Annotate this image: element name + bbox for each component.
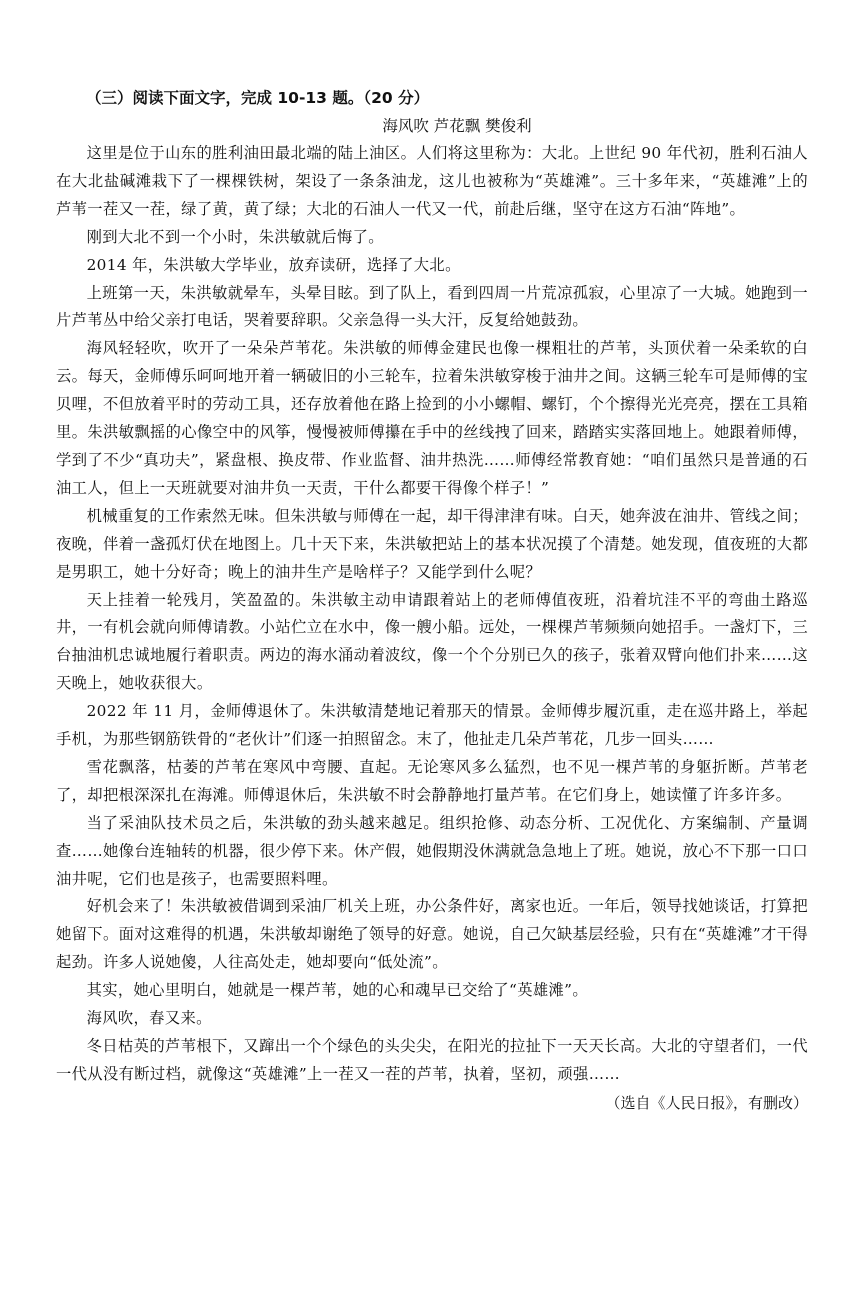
paragraph: 刚到大北不到一个小时，朱洪敏就后悔了。 xyxy=(86,227,384,246)
paragraph: 天上挂着一轮残月，笑盈盈的。朱洪敏主动申请跟着站上的老师傅值夜班，沿着坑洼不平的弯曲土路巡井，一有机会就向师傅请教。小站伫立在水中，像一艘小船。远处，一棵棵芦苇频频向她招手。一盏灯下，三台抽油机忠诚地履行着职责。两边的海水涌动着波纹，像一个个分别已久的孩子，张着双臂向他们扑来……这天晚上，她收获很大。 xyxy=(56,590,808,693)
paragraph: 海风吹，春又来。 xyxy=(86,1009,212,1028)
section-heading: （三）阅读下面文字，完成 10-13 题。（20 分） xyxy=(86,89,430,107)
article-body xyxy=(56,140,808,1089)
paragraph: 2014 年，朱洪敏大学毕业，放弃读研，选择了大北。 xyxy=(86,255,461,274)
paragraph: 其实，她心里明白，她就是一棵芦苇，她的心和魂早已交给了“英雄滩”。 xyxy=(86,981,588,1000)
paragraph: 当了采油队技术员之后，朱洪敏的劲头越来越足。组织抢修、动态分析、工况优化、方案编制、产量调查……她像台连轴转的机器，很少停下来。休产假，她假期没休满就急急地上了班。她说，放心不下那一口口油井呢，它们也是孩子，也需要照料哩。 xyxy=(56,813,808,888)
paragraph: 上班第一天，朱洪敏就晕车，头晕目眩。到了队上，看到四周一片荒凉孤寂，心里凉了一大城。她跑到一片芦苇丛中给父亲打电话，哭着要辞职。父亲急得一头大汗，反复给她鼓劲。 xyxy=(56,283,808,330)
paragraph: 冬日枯英的芦苇根下，又蹿出一个个绿色的头尖尖，在阳光的拉扯下一天天长高。大北的守望者们，一代一代从没有断过档，就像这“英雄滩”上一茬又一茬的芦苇，执着，坚初，顽强…… xyxy=(56,1037,808,1083)
paragraph: 雪花飘落，枯萎的芦苇在寒风中弯腰、直起。无论寒风多么猛烈，也不见一棵芦苇的身躯折断。芦苇老了，却把根深深扎在海滩。师傅退休后，朱洪敏不时会静静地打量芦苇。在它们身上，她读懂了许多许多。 xyxy=(56,757,808,804)
paragraph: 2022 年 11 月，金师傅退休了。朱洪敏清楚地记着那天的情景。金师傅步履沉重，走在巡井路上，举起手机，为那些钢筋铁骨的“老伙计”们逐一拍照留念。末了，他扯走几朵芦苇花，几步一回头…… xyxy=(56,702,808,749)
paragraph: 好机会来了！朱洪敏被借调到采油厂机关上班，办公条件好，离家也近。一年后，领导找她谈话，打算把她留下。面对这难得的机遇，朱洪敏却谢绝了领导的好意。她说，自己欠缺基层经验，只有在“英雄滩”才干得起劲。许多人说她傻，人往高处走，她却要向“低处流”。 xyxy=(56,897,808,972)
paragraph: 机械重复的工作索然无味。但朱洪敏与师傅在一起，却干得津津有味。白天，她奔波在油井、管线之间；夜晚，伴着一盏孤灯伏在地图上。几十天下来，朱洪敏把站上的基本状况摸了个清楚。她发现，值夜班的大都是男职工，她十分好奇；晚上的油井生产是啥样子？又能学到什么呢？ xyxy=(56,506,808,581)
document-page xyxy=(56,84,808,1117)
paragraph: 海风轻轻吹，吹开了一朵朵芦苇花。朱洪敏的师傅金建民也像一棵粗壮的芦苇，头顶伏着一朵柔软的白云。每天，金师傅乐呵呵地开着一辆破旧的小三轮车，拉着朱洪敏穿梭于油井之间。这辆三轮车可是师傅的宝贝哩，不但放着平时的劳动工具，还存放着他在路上捡到的小小螺帽、螺钉，个个擦得光光亮亮，摆在工具箱里。朱洪敏飘摇的心像空中的风筝，慢慢被师傅攥在手中的丝线拽了回来，踏踏实实落回地上。她跟着师傅，学到了不少“真功夫”，紧盘根、换皮带、作业监督、油井热洗……师傅经常教育她：“咱们虽然只是普通的石油工人，但上一天班就要对油井负一天责，干什么都要干得像个样子！” xyxy=(56,339,808,497)
article-title: 海风吹 芦花飘 樊俊利 xyxy=(382,117,532,135)
paragraph: 这里是位于山东的胜利油田最北端的陆上油区。人们将这里称为：大北。上世纪 90 年代初，胜利石油人在大北盐碱滩栽下了一棵棵铁树，架设了一条条油龙，这儿也被称为“英雄滩”。三十多年来，“英雄滩”上的芦苇一茬又一茬，绿了黄，黄了绿；大北的石油人一代又一代，前赴后继，坚守在这方石油“阵地”。 xyxy=(56,144,808,218)
source-citation: （选自《人民日报》，有删改） xyxy=(605,1093,808,1112)
